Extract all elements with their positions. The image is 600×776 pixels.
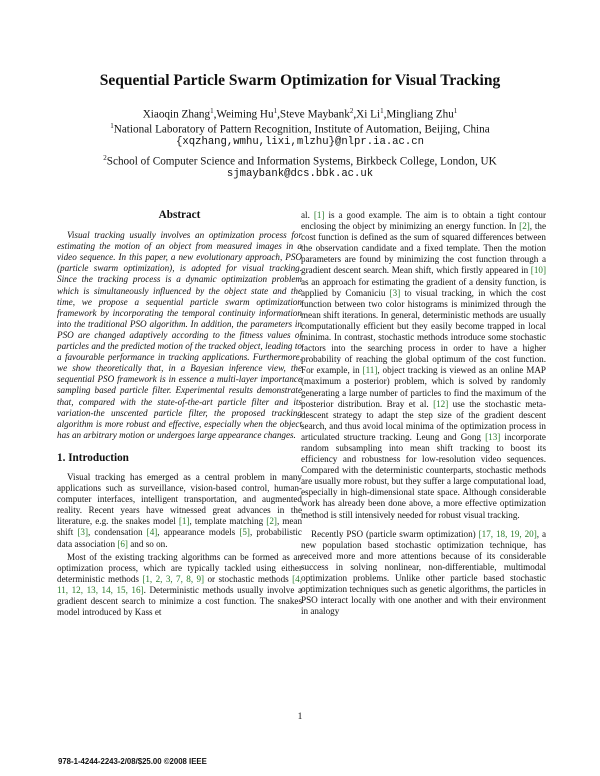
abstract-text: Visual tracking usually involves an optimization process for estimating the motion of an object from measured images in a video sequence. In this paper, a new evolutionary approach, PSO (particle swarm optimization), is adopted for visual tracking. Since the tracking process is a dynamic optimization problem which is simultaneously influenced by the object state and the time, we propose a sequential particle swarm optimization framework by incorporating the temporal continuity information into the traditional PSO algorithm. In addition, the parameters in PSO are changed adaptively according to the fitness values of particles and the predicted motion of the tracked object, leading to a favourable performance in tracking applications. Furthermore, we show theoretically that, in a Bayesian inference view, the sequential PSO framework is in essence a multi-layer importance sampling based particle filter. Experimental results demonstrate that, compared with the state-of-the-art particle filter and its variation-the unscented particle filter, the proposed tracking algorithm is more robust and effective, especially when the object has an arbitrary motion or undergoes large appearance changes. <box>57 230 302 440</box>
author: Mingliang Zhu <box>386 108 454 121</box>
text: , condensation <box>87 527 147 538</box>
author-affil-sup: 1 <box>210 107 214 115</box>
citation-link[interactable]: [6] <box>117 538 128 549</box>
text: , probabilistic data association <box>57 527 302 549</box>
citation-link[interactable]: [4, 11, 12, 13, 14, 15, 16] <box>57 573 303 595</box>
citation-link[interactable]: [2] <box>266 516 277 527</box>
author-line: Xiaoqin Zhang$^1$,Weiming Hu$^1$,Steve Maybank$^2$,Xi Li$^1$,Mingliang Zhu$^1$ <box>142 107 458 121</box>
affiliation-1-text: National Laboratory of Pattern Recognition, Institute of Automation, Beijing, China <box>113 123 490 136</box>
intro-paragraph-2 <box>57 552 302 619</box>
author: Xi Li <box>356 108 381 121</box>
abstract-heading: Abstract <box>158 209 201 221</box>
text: as an approach for estimating the gradient of a density function, is applied by Comaniciu <box>301 276 546 298</box>
author: Weiming Hu <box>216 108 274 121</box>
text: , mean shift <box>57 516 303 538</box>
author-affil-sup: 2 <box>349 107 354 115</box>
author-affil-sup: 1 <box>273 107 278 115</box>
text: , appearance models <box>157 527 240 538</box>
footer-copyright: 978-1-4244-2243-2/08/$25.00 ©2008 IEEE <box>58 757 207 766</box>
citation-link[interactable]: [12] <box>433 398 449 409</box>
text: , object tracking is viewed as an online MAP (maximum a posterior) problem, which is solved by randomly generating a large number of particles to find the maximum of the posterior distribution. Bray et al. <box>301 365 546 409</box>
affil-sup: 2 <box>103 154 107 162</box>
text: Visual tracking has emerged as a central problem in many applications such as surveillance, vision-based control, human-computer interfaces, intelligent transportation, and augmented reality. Recent years have witnessed great advances in the literature, e.g. the snakes model <box>57 471 302 527</box>
text: al. <box>301 210 314 220</box>
citation-link[interactable]: [10] <box>530 265 546 276</box>
citation-link[interactable]: [3] <box>389 287 401 298</box>
paper-title: Sequential Particle Swarm Optimization for Visual Tracking <box>99 72 501 89</box>
citation-link[interactable]: [1, 2, 3, 7, 8, 9] <box>142 573 205 584</box>
affiliation-2-text: School of Computer Science and Information Systems, Birkbeck College, London, UK <box>106 155 497 168</box>
citation-link[interactable]: [13] <box>485 431 501 442</box>
text: is a good example. The aim is to obtain a tight contour enclosing the object by minimizing an energy function. In <box>301 210 546 232</box>
affil-sup: 1 <box>110 122 114 130</box>
left-column <box>57 210 302 618</box>
intro-paragraph-1 <box>57 472 302 550</box>
text: . Deterministic methods usually involve a gradient descent search to minimize a cost function. The snakes model introduced by Kass et <box>57 584 303 618</box>
text: , the cost function is defined as the sum of squared differences between the observation candidate and a fixed template. Then the motion parameters are found by minimizing the cost function through a gradient descent search. Mean shift, which firstly appeared in <box>301 221 546 276</box>
citation-link[interactable]: [11] <box>362 365 378 376</box>
citation-link[interactable]: [4] <box>146 527 158 538</box>
text: Recently PSO (particle swarm optimization) <box>311 528 479 539</box>
author-affil-sup: 1 <box>453 107 458 115</box>
text: use the stochastic meta-descent strategy to adapt the step size of the gradient descent search, and thus avoid local minima of the optimization process in articulated structure tracking. Leung and Gong <box>301 398 546 442</box>
email-2: sjmaybank@dcs.bbk.ac.uk <box>226 168 374 180</box>
citation-link[interactable]: [1] <box>178 516 190 527</box>
author-affil-sup: 1 <box>380 107 384 115</box>
text: incorporate random subsampling into mean shift tracking to boost its efficiency and robustness for low-resolution video sequences. Compared with the deterministic counterparts, stochastic methods are usually more robust, but they suffer a large computational load, especially in high-dimensional state space. Although considerable work has already been done above, a more effective optimization method is still intensively needed for robust visual tracking. <box>301 431 546 520</box>
text: Most of the existing tracking algorithms can be formed as an optimization process, which are typically tackled using either deterministic methods <box>57 551 302 584</box>
text: , a new population based stochastic optimization technique, has received more and more attentions because of its considerable success in solving nonlinear, non-differentiable, multimodal optimization problems. Unlike other particle based stochastic optimization techniques such as genetic algorithms, the particles in PSO interact locally with one another and with their environment in analogy <box>301 528 547 617</box>
text: to visual tracking, in which the cost function between two color histograms is minimized through the mean shift iterations. In general, deterministic methods are usually computationally efficient but they easily become trapped in local minima. In contrast, stochastic methods introduce some stochastic factors into the searching process in order to have a higher probability of reaching the global optimum of the cost function. For example, in <box>301 287 546 376</box>
text: and so on. <box>127 538 168 549</box>
right-column <box>301 210 546 617</box>
email-1: {xqzhang,wmhu,lixi,mlzhu}@nlpr.ia.ac.cn <box>176 136 424 148</box>
section-heading-introduction: 1. Introduction <box>57 451 129 464</box>
right-paragraph-2 <box>301 529 546 618</box>
citation-link[interactable]: [17, 18, 19, 20] <box>478 528 537 539</box>
citation-link[interactable]: [5] <box>239 527 250 538</box>
author: Steve Maybank <box>279 108 350 121</box>
right-paragraph-1 <box>301 210 546 521</box>
citation-link[interactable]: [2] <box>519 221 530 232</box>
text: , template matching <box>189 516 267 527</box>
citation-link[interactable]: [1] <box>313 210 325 220</box>
citation-link[interactable]: [3] <box>77 527 88 538</box>
page-number: 1 <box>297 712 303 722</box>
text: or stochastic methods <box>204 573 293 584</box>
author: Xiaoqin Zhang <box>142 108 211 121</box>
